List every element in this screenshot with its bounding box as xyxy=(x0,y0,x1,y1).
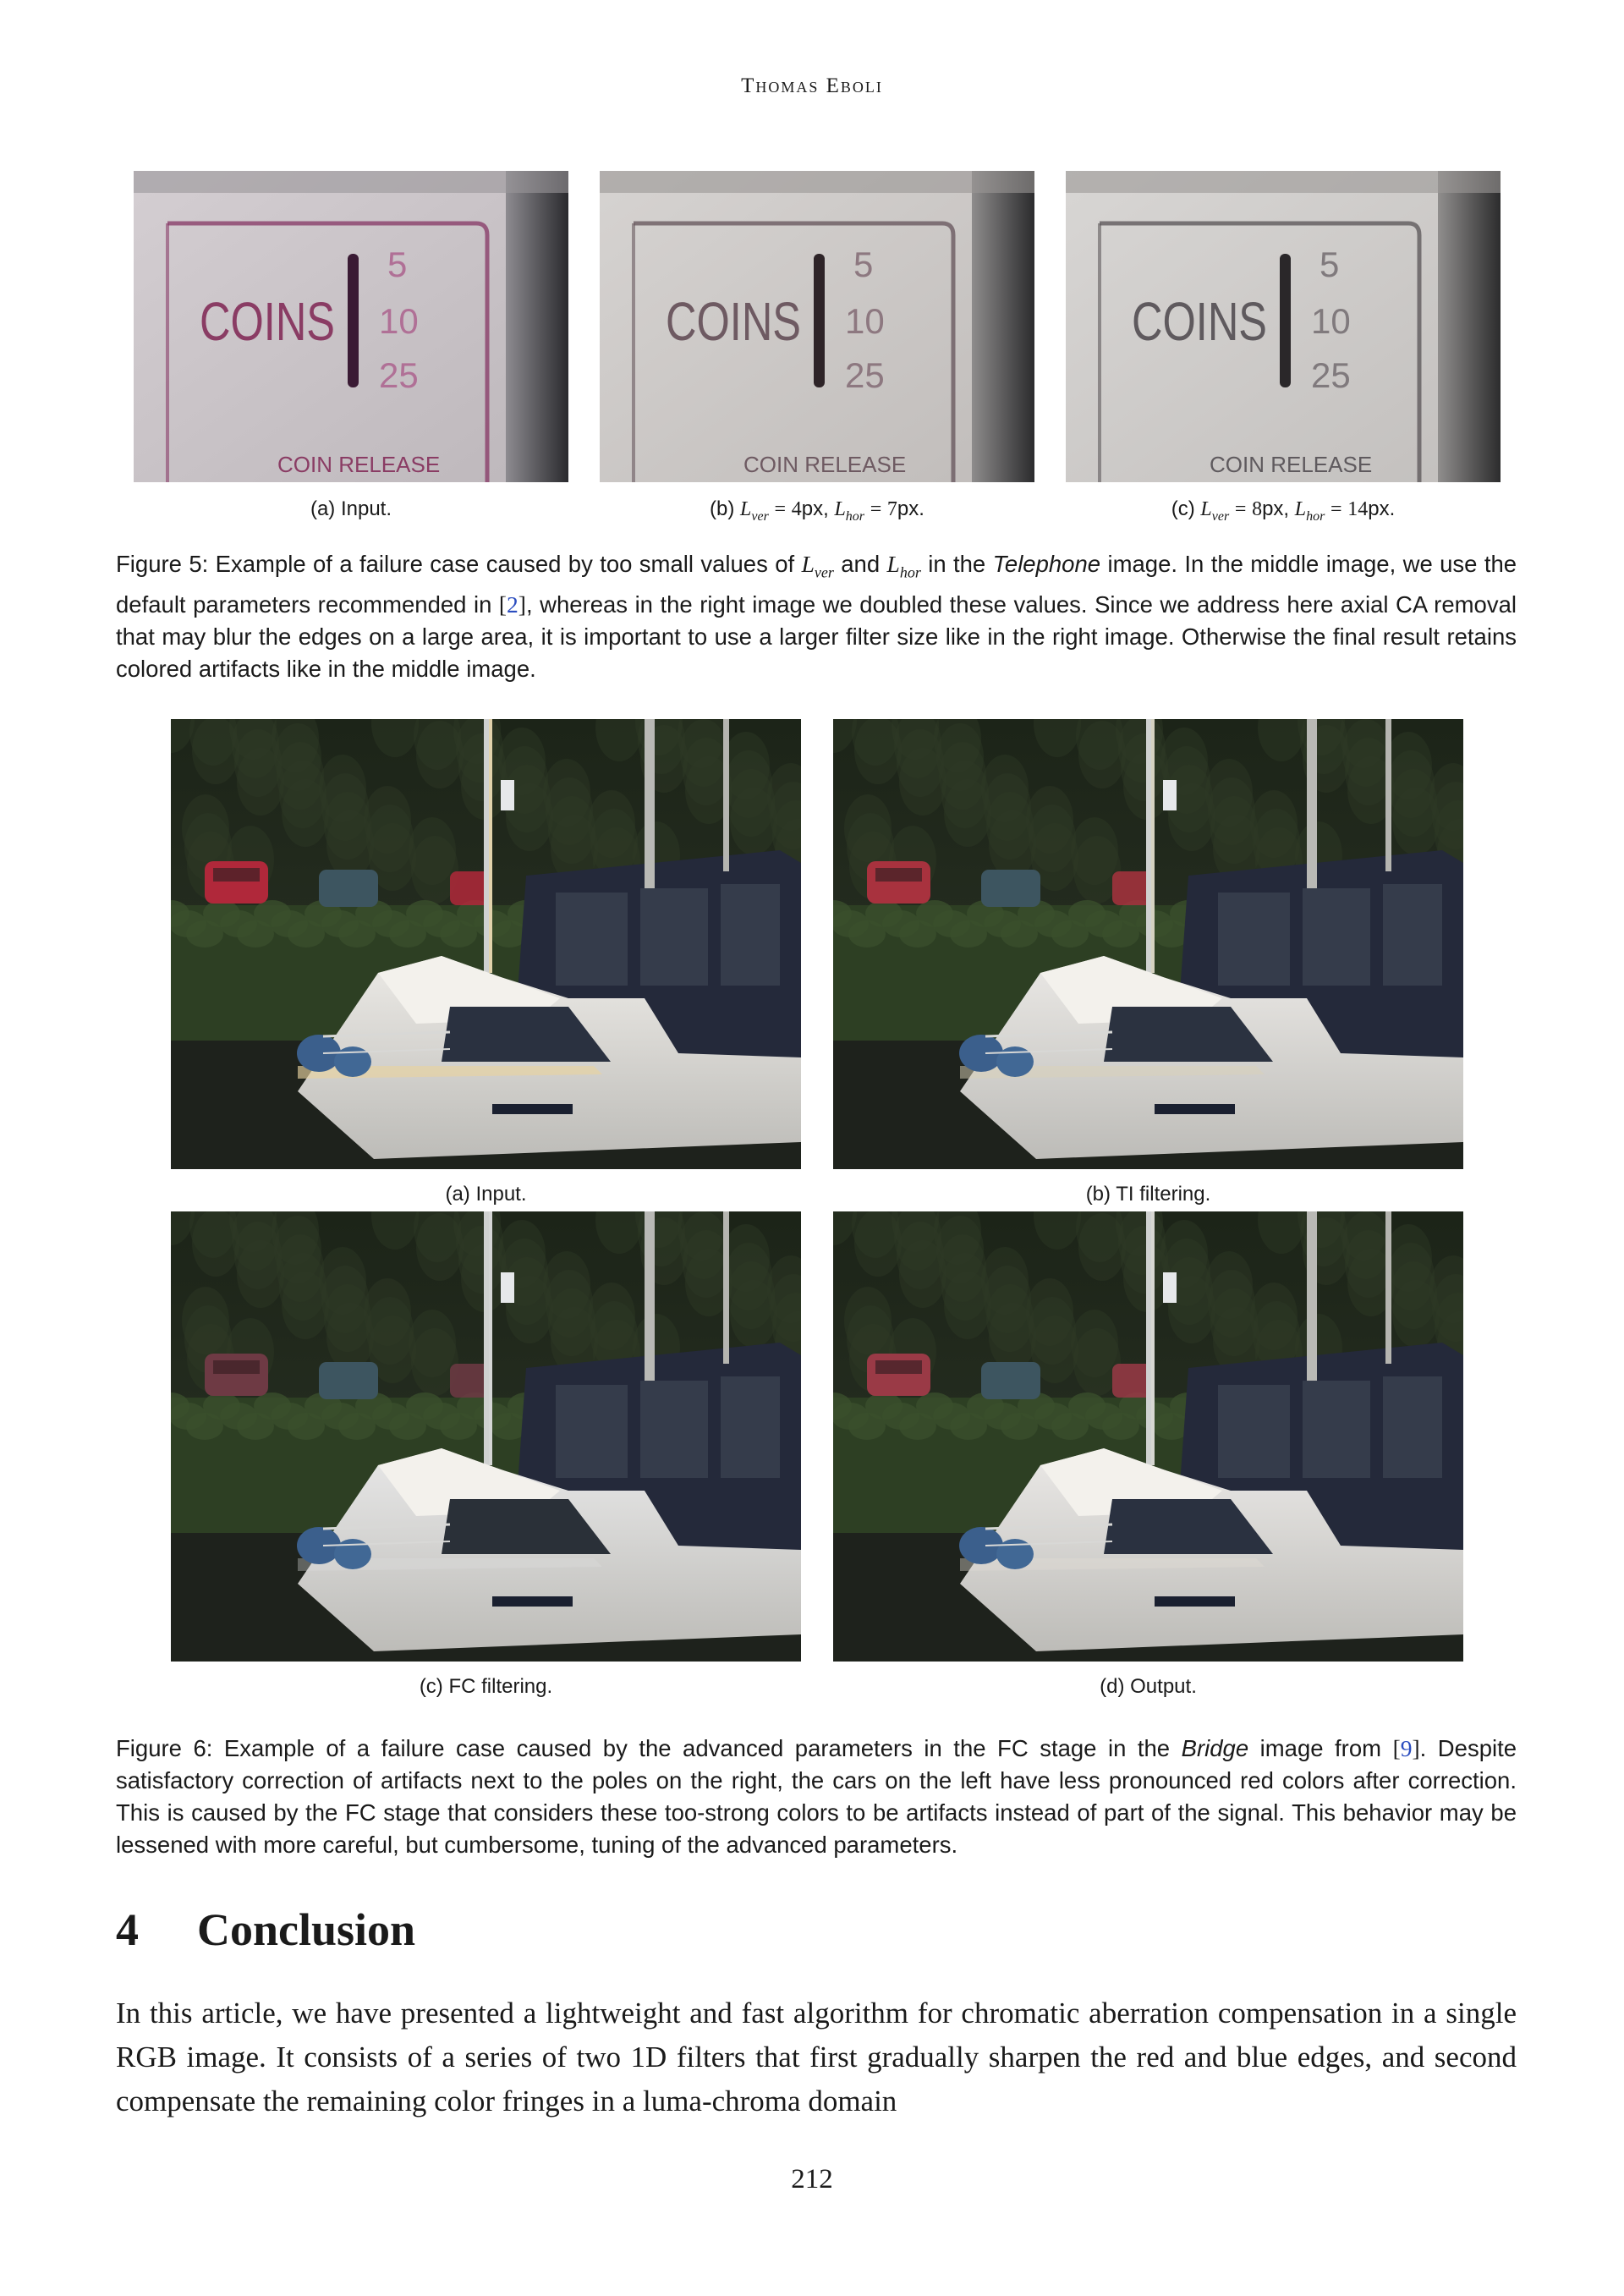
svg-text:COINS: COINS xyxy=(200,291,335,352)
svg-text:COIN RELEASE: COIN RELEASE xyxy=(1210,452,1373,477)
figure-6-panel-a-image xyxy=(171,719,801,1169)
figure-6-panel-c-image xyxy=(171,1211,801,1662)
figure-5-subcaption-a: (a) Input. xyxy=(310,497,392,520)
figure-6-caption: Figure 6: Example of a failure case caused by the advanced parameters in the FC stage in the Bridge image from [9]. Despite satisfactory correction of artifacts next to the poles on the right, the cars on the left have less pronounced red colors after correction. This is caused by the FC stage that considers these too-strong colors to be artifacts instead of part of the signal. This behavior may be lessened with more careful, but cumbersome, tuning of the advanced parameters. xyxy=(116,1735,1517,1858)
svg-text:COINS: COINS xyxy=(666,291,801,352)
svg-text:10: 10 xyxy=(1311,301,1351,341)
citation-link[interactable]: 2 xyxy=(507,590,518,618)
figure-6-subcaption-c: (c) FC filtering. xyxy=(419,1675,553,1698)
body-paragraph: In this article, we have presented a lightweight and fast algorithm for chromatic aberration compensation in a single RGB image. It consists of a series of two 1D filters that first gradually sharpen the red and blue edges, and second compensate the remaining color fringes in a luma-chroma domain xyxy=(116,1997,1517,2117)
figure-5-subcaption-b: (b) $L_{ver} = 4px$, $L_{hor} = 7px$. xyxy=(710,497,924,524)
running-header: Thomas Eboli xyxy=(741,74,883,97)
svg-text:25: 25 xyxy=(1311,355,1351,395)
figure-6-panel-b-image xyxy=(833,719,1463,1169)
section-heading: 4 Conclusion xyxy=(116,1904,416,1955)
svg-text:5: 5 xyxy=(853,244,874,284)
figure-6-subcaption-a: (a) Input. xyxy=(445,1183,527,1206)
figure-6-panel-d-image xyxy=(833,1211,1463,1662)
figure-5-caption: Figure 5: Example of a failure case caused by too small values of $L_{ver}$ and $L_{hor}$ in the Telephone image. In the middle image, we use the default parameters recommended in [2], whereas in the right image we doubled these values. Since we address here axial CA removal that may blur the edges on a large area, it is important to use a larger filter size like in the right image. Otherwise the final result retains colored artifacts like in the middle image. xyxy=(116,551,1517,682)
figure-5-panel-a-image xyxy=(134,171,568,482)
figure-6-subcaption-d: (d) Output. xyxy=(1100,1675,1197,1698)
citation-link[interactable]: 9 xyxy=(1400,1735,1413,1761)
svg-text:COIN RELEASE: COIN RELEASE xyxy=(277,452,441,477)
svg-text:25: 25 xyxy=(845,355,885,395)
figure-5-panel-b-image xyxy=(600,171,1034,482)
svg-text:5: 5 xyxy=(387,244,408,284)
page-number: 212 xyxy=(791,2164,833,2194)
svg-text:25: 25 xyxy=(379,355,419,395)
svg-text:10: 10 xyxy=(845,301,885,341)
svg-text:COINS: COINS xyxy=(1132,291,1267,352)
svg-text:10: 10 xyxy=(379,301,419,341)
svg-text:COIN RELEASE: COIN RELEASE xyxy=(743,452,907,477)
figure-5-subcaption-c: (c) $L_{ver} = 8px$, $L_{hor} = 14px$. xyxy=(1171,497,1396,524)
svg-text:5: 5 xyxy=(1320,244,1340,284)
figure-5-panel-c-image xyxy=(1066,171,1501,482)
figure-6-subcaption-b: (b) TI filtering. xyxy=(1085,1183,1211,1206)
